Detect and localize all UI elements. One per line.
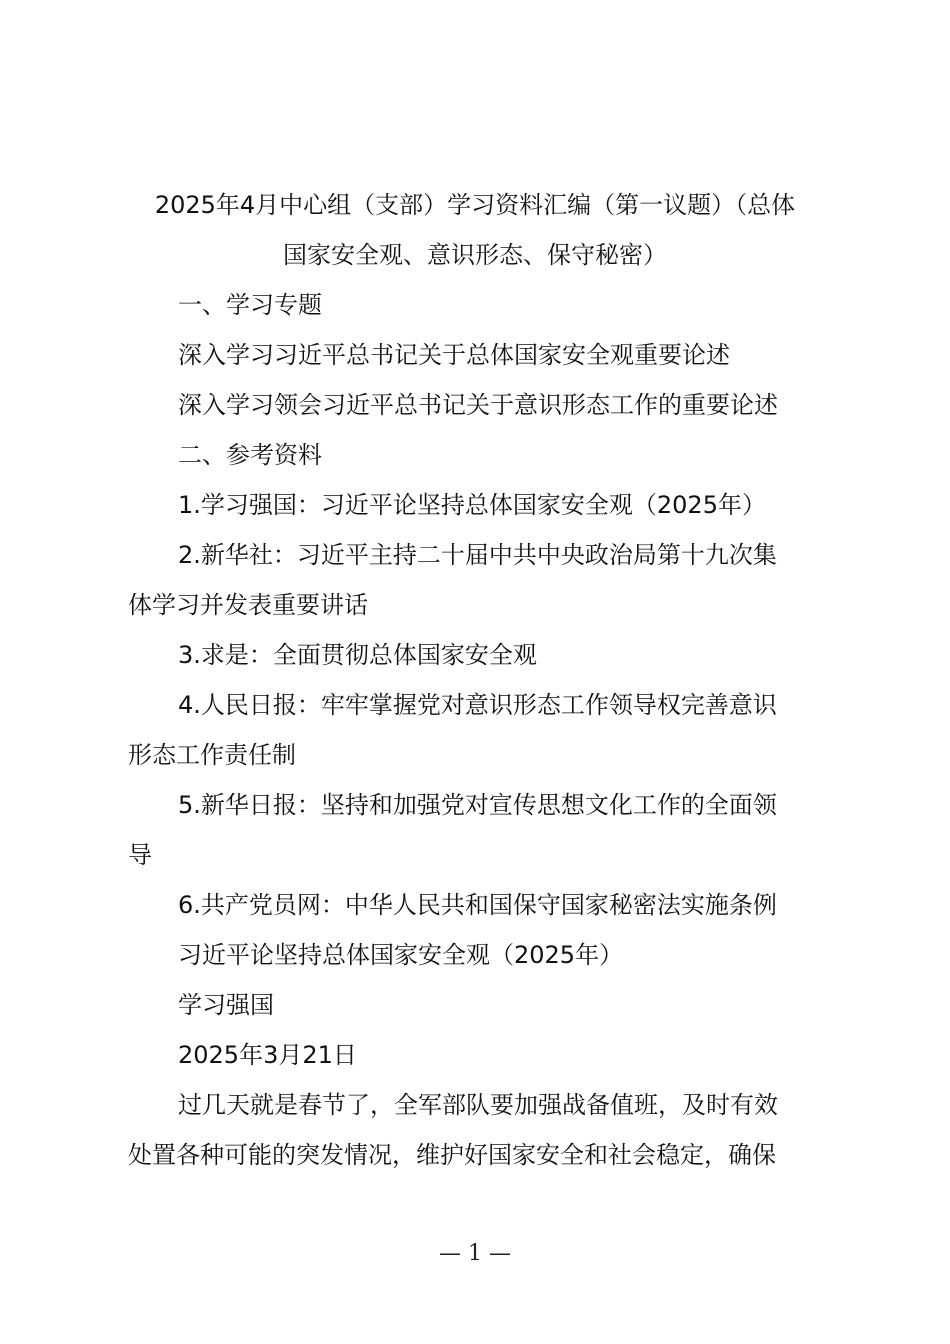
reference-item-2-line-2: 体学习并发表重要讲话 <box>128 591 368 619</box>
reference-item-1: 1.学习强国：习近平论坚持总体国家安全观（2025年） <box>178 491 766 519</box>
page-number: — 1 — <box>439 1241 511 1266</box>
document-title-line-2: 国家安全观、意识形态、保守秘密） <box>283 241 667 269</box>
reference-item-5-line-1: 5.新华日报：坚持和加强党对宣传思想文化工作的全面领 <box>178 791 777 819</box>
reference-item-3: 3.求是：全面贯彻总体国家安全观 <box>178 641 537 669</box>
reference-item-4-line-2: 形态工作责任制 <box>128 741 296 769</box>
section-heading-study-topics: 一、学习专题 <box>178 291 322 319</box>
reference-item-5-line-2: 导 <box>128 841 152 869</box>
document-title-line-1: 2025年4月中心组（支部）学习资料汇编（第一议题）（总体 <box>154 191 796 219</box>
body-paragraph-line-1: 过几天就是春节了，全军部队要加强战备值班，及时有效 <box>178 1091 778 1119</box>
section-heading-references: 二、参考资料 <box>178 441 322 469</box>
article-date: 2025年3月21日 <box>178 1041 357 1069</box>
article-title: 习近平论坚持总体国家安全观（2025年） <box>178 941 624 969</box>
reference-item-6: 6.共产党员网：中华人民共和国保守国家秘密法实施条例 <box>178 891 777 919</box>
study-topic-1: 深入学习习近平总书记关于总体国家安全观重要论述 <box>178 341 730 369</box>
body-paragraph-line-2: 处置各种可能的突发情况，维护好国家安全和社会稳定，确保 <box>128 1141 776 1169</box>
study-topic-2: 深入学习领会习近平总书记关于意识形态工作的重要论述 <box>178 391 778 419</box>
reference-item-4-line-1: 4.人民日报：牢牢掌握党对意识形态工作领导权完善意识 <box>178 691 777 719</box>
reference-item-2-line-1: 2.新华社：习近平主持二十届中共中央政治局第十九次集 <box>178 541 777 569</box>
article-source: 学习强国 <box>178 991 274 1019</box>
